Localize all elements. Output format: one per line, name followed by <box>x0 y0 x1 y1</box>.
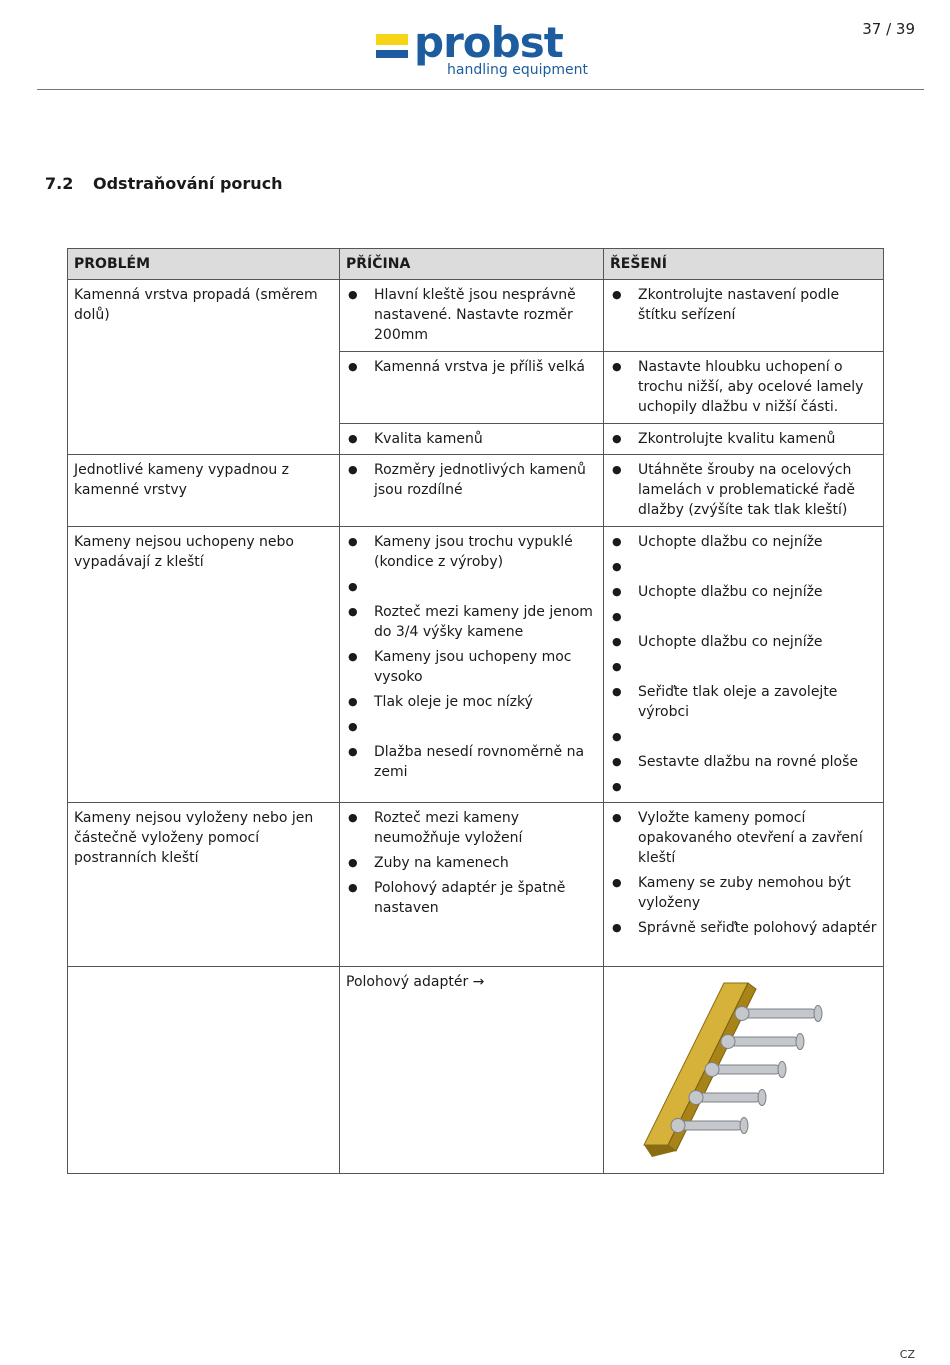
solution-item <box>610 777 877 797</box>
bolt <box>696 1093 760 1102</box>
cause-item: ● Rozteč mezi kameny jde jenom do 3/4 výšky kamene <box>346 602 597 642</box>
logo-yellow-bar <box>376 34 408 45</box>
table-row <box>68 967 884 1174</box>
solution-item: ● Uchopte dlažbu co nejníže <box>610 582 877 602</box>
cause-item: ● Kameny jsou trochu vypuklé (kondice z výroby) <box>346 532 597 572</box>
solution-item: ● Správně seřiďte polohový adaptér <box>610 918 877 938</box>
cause-item: ● Dlažba nesedí rovnoměrně na zemi <box>346 742 597 782</box>
problem-cell: Jednotlivé kameny vypadnou z kamenné vrstvy <box>68 455 340 527</box>
solution-cell <box>604 455 884 527</box>
cause-item <box>346 717 597 737</box>
header-solution: ŘEŠENÍ <box>604 249 884 280</box>
probst-logo <box>376 18 596 84</box>
problem-cell: Kamenná vrstva propadá (směrem dolů) <box>68 280 340 455</box>
header-divider <box>37 89 924 90</box>
bolt <box>678 1121 742 1130</box>
cause-item: ● Zuby na kamenech <box>346 853 597 873</box>
solution-item: ● Kameny se zuby nemohou být vyloženy <box>610 873 877 913</box>
logo-blue-bar <box>376 50 408 58</box>
cause-item <box>346 577 597 597</box>
solution-item: ● Seřiďte tlak oleje a zavolejte výrobci <box>610 682 877 722</box>
cause-cell <box>340 527 604 803</box>
table-row <box>68 280 884 352</box>
header-problem: PROBLÉM <box>68 249 340 280</box>
bolt-head <box>740 1118 748 1134</box>
cause-item: ● Hlavní kleště jsou nesprávně nastavené. Nastavte rozměr 200mm <box>346 285 597 345</box>
cause-item: ● Rozteč mezi kameny neumožňuje vyložení <box>346 808 597 848</box>
page-number: 37 / 39 <box>862 20 915 38</box>
cause-cell <box>340 352 604 424</box>
solution-cell <box>604 527 884 803</box>
bolt <box>742 1009 816 1018</box>
image-cell <box>604 967 884 1174</box>
table-row <box>68 803 884 967</box>
solution-item <box>610 727 877 747</box>
cause-item: ● Tlak oleje je moc nízký <box>346 692 597 712</box>
cause-cell <box>340 967 604 1174</box>
solution-item: ● Nastavte hloubku uchopení o trochu nižší, aby ocelové lamely uchopily dlažbu v nižší části. <box>610 357 877 417</box>
solution-item: ● Uchopte dlažbu co nejníže <box>610 632 877 652</box>
logo-word: probst <box>414 18 563 67</box>
solution-item <box>610 557 877 577</box>
section-title: Odstraňování poruch <box>93 174 283 193</box>
bolt <box>712 1065 780 1074</box>
cause-cell <box>340 455 604 527</box>
section-number: 7.2 <box>45 174 74 193</box>
solution-item: ● Zkontrolujte nastavení podle štítku seřízení <box>610 285 877 325</box>
cause-item: ● Kamenná vrstva je příliš velká <box>346 357 597 377</box>
solution-cell <box>604 352 884 424</box>
position-adapter-illustration <box>624 975 824 1159</box>
logo-tagline: handling equipment <box>447 62 588 78</box>
solution-cell <box>604 280 884 352</box>
section-heading <box>45 174 283 193</box>
solution-item <box>610 657 877 677</box>
cause-item: ● Kvalita kamenů <box>346 429 597 449</box>
bolt-head <box>814 1006 822 1022</box>
solution-cell <box>604 803 884 967</box>
cause-cell <box>340 280 604 352</box>
bolt <box>728 1037 798 1046</box>
cause-cell <box>340 424 604 455</box>
solution-item: ● Vyložte kameny pomocí opakovaného otevření a zavření kleští <box>610 808 877 868</box>
problem-cell: Kameny nejsou vyloženy nebo jen částečně vyloženy pomocí postranních kleští <box>68 803 340 967</box>
header-cause: PŘÍČINA <box>340 249 604 280</box>
problem-cell: Kameny nejsou uchopeny nebo vypadávají z kleští <box>68 527 340 803</box>
solution-item: ● Utáhněte šrouby na ocelových lamelách v problematické řadě dlažby (zvýšíte tak tlak kleští) <box>610 460 877 520</box>
solution-item <box>610 607 877 627</box>
bolt-nut <box>735 1007 749 1021</box>
bolt-nut <box>721 1035 735 1049</box>
empty-problem-cell <box>68 967 340 1174</box>
bolt-nut <box>705 1063 719 1077</box>
solution-cell <box>604 424 884 455</box>
solution-item: ● Sestavte dlažbu na rovné ploše <box>610 752 877 772</box>
solution-item: ● Uchopte dlažbu co nejníže <box>610 532 877 552</box>
language-code: CZ <box>899 1348 915 1361</box>
table-header-row <box>68 249 884 280</box>
bolt-head <box>758 1090 766 1106</box>
cause-item: ● Polohový adaptér je špatně nastaven <box>346 878 597 918</box>
adapter-label: Polohový adaptér → <box>346 974 485 990</box>
cause-item: ● Rozměry jednotlivých kamenů jsou rozdílné <box>346 460 597 500</box>
solution-item: ● Zkontrolujte kvalitu kamenů <box>610 429 877 449</box>
table-row <box>68 455 884 527</box>
table-row <box>68 527 884 803</box>
troubleshooting-table <box>67 248 884 1174</box>
bolt-nut <box>671 1119 685 1133</box>
cause-item: ● Kameny jsou uchopeny moc vysoko <box>346 647 597 687</box>
bolt-nut <box>689 1091 703 1105</box>
cause-cell <box>340 803 604 967</box>
bolt-head <box>796 1034 804 1050</box>
bolt-head <box>778 1062 786 1078</box>
